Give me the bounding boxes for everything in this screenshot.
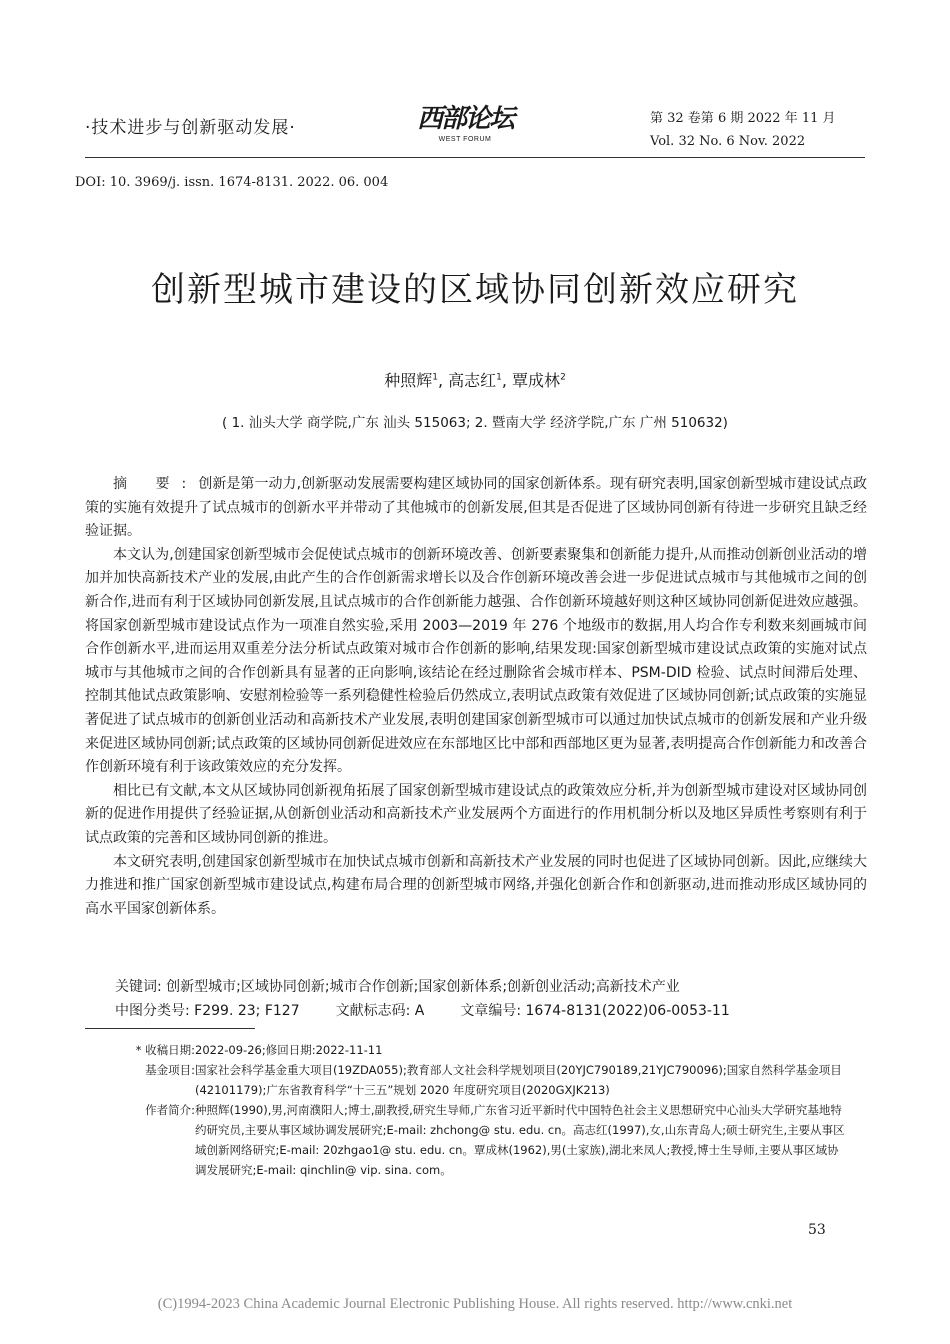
footnote-label: * 收稿日期: (135, 1043, 195, 1057)
footnote-row (85, 1100, 845, 1180)
footnote-rule (85, 1028, 255, 1029)
author-sup: 1 (496, 372, 502, 383)
author-list: 种照辉$^1$, 高志红$^1$, 覃成林$^2$ (384, 371, 566, 390)
doc-code: 文献标志码: A (335, 1003, 425, 1019)
issue-info (650, 107, 836, 153)
footnote-row (85, 1060, 845, 1100)
abstract-paragraph: 摘 要:创新是第一动力,创新驱动发展需要构建区域协同的国家创新体系。现有研究表明,国家创新型城市建设试点政策的实施有效提升了试点城市的创新水平并带动了其他城市的创新发展,但其是否促进了区域协同创新有待进一步研究且缺乏经验证据。 (85, 476, 867, 540)
keywords: 关键词: 创新型城市;区域协同创新;城市合作创新;国家创新体系;创新创业活动;高新技术产业 (115, 979, 680, 995)
clc-number: 中图分类号: F299. 23; F127 (115, 1003, 300, 1019)
footnotes (85, 1040, 845, 1180)
footnote-text: 国家社会科学基金重大项目(19ZDA055);教育部人文社会科学规划项目(20YJC790189,21YJC790096);国家自然科学基金项目(42101179);广东省教育科学“十三五”规划 2020 年度研究项目(2020GXJK213) (195, 1063, 842, 1097)
issue-en: Vol. 32 No. 6 Nov. 2022 (650, 134, 806, 149)
header-rule (85, 157, 865, 158)
abstract-paragraph: 本文认为,创建国家创新型城市会促使试点城市的创新环境改善、创新要素聚集和创新能力提升,从而推动创新创业活动的增加并加快高新技术产业的发展,由此产生的合作创新需求增长以及合作创新环境改善会进一步促进试点城市与其他城市之间的创新合作,进而有利于区域协同创新发展,且试点城市的合作创新能力越强、合作创新环境越好则这种区域协同创新促进效应越强。将国家创新型城市建设试点作为一项准自然实验,采用 2003—2019 年 276 个地级市的数据,用人均合作专利数来刻画城市间合作创新水平,进而运用双重差分法分析试点政策对城市合作创新的影响,结果发现:国家创新型城市建设试点政策的实施对试点城市与其他城市之间的合作创新具有显著的正向影响,该结论在经过删除省会城市样本、PSM-DID 检验、试点时间滞后处理、控制其他试点政策影响、安慰剂检验等一系列稳健性检验后仍然成立,表明试点政策有效促进了区域协同创新;试点政策的实施显著促进了试点城市的创新创业活动和高新技术产业发展,表明创建国家创新型城市可以通过加快试点城市的创新发展和产业升级来促进区域协同创新;试点政策的区域协同创新促进效应在东部地区比中部和西部地区更为显著,表明提高合作创新能力和改善合作创新环境有利于该政策效应的充分发挥。 (85, 546, 867, 776)
author-name: 高志红 (448, 371, 497, 390)
issue-cn: 第 32 卷第 6 期 2022 年 11 月 (650, 111, 836, 126)
author-name: 种照辉 (384, 371, 433, 390)
footnote-label: 作者简介: (145, 1103, 195, 1117)
journal-logo (405, 104, 525, 150)
abstract (85, 473, 867, 921)
abstract-label: 摘 要: (113, 476, 199, 492)
doi: DOI: 10. 3969/j. issn. 1674-8131. 2022. 06. 004 (75, 175, 389, 190)
classification (115, 999, 875, 1023)
keywords-block (115, 975, 875, 1023)
journal-column: ·技术进步与创新驱动发展· (85, 118, 296, 138)
footnote-row (85, 1040, 845, 1060)
footnote-label: 基金项目: (145, 1063, 195, 1077)
logo-en: WEST FORUM (438, 136, 492, 143)
logo-cn: 西部论坛 (416, 104, 513, 134)
author-name: 覃成林 (512, 371, 561, 390)
abstract-paragraph: 本文研究表明,创建国家创新型城市在加快试点城市创新和高新技术产业发展的同时也促进了区域协同创新。因此,应继续大力推进和推广国家创新型城市建设试点,构建布局合理的创新型城市网络,并强化创新合作和创新驱动,进而推动形成区域协同的高水平国家创新体系。 (85, 853, 867, 917)
author-sup: 2 (560, 372, 566, 383)
abstract-paragraph: 相比已有文献,本文从区域协同创新视角拓展了国家创新型城市建设试点的政策效应分析,并为创新型城市建设对区域协同创新的促进作用提供了经验证据,从创新创业活动和高新技术产业发展两个方面进行的作用机制分析以及地区异质性考察则有利于试点政策的完善和区域协同创新的推进。 (85, 782, 867, 846)
article-number: 文章编号: 1674-8131(2022)06-0053-11 (460, 1003, 730, 1019)
copyright-notice: (C)1994-2023 China Academic Journal Electronic Publishing House. All rights reserved. http://www.cnki.net (157, 1296, 793, 1312)
affiliation: ( 1. 汕头大学 商学院,广东 汕头 515063; 2. 暨南大学 经济学院,广东 广州 510632) (222, 415, 728, 431)
page-number: 53 (808, 1222, 826, 1238)
author-sup: 1 (432, 372, 438, 383)
footnote-text: 2022-09-26;修回日期:2022-11-11 (195, 1043, 383, 1057)
page-title: 创新型城市建设的区域协同创新效应研究 (151, 270, 799, 310)
footnote-text: 种照辉(1990),男,河南濮阳人;博士,副教授,研究生导师,广东省习近平新时代中国特色社会主义思想研究中心汕头大学研究基地特约研究员,主要从事区域协调发展研究;E-mail: zhchong@ stu. edu. cn。高志红(1997),女,山东青岛人;硕士研究生,主要从事区域创新网络研究;E-mail: 20zhgao1@ stu. edu. cn。覃成林(1962),男(土家族),湖北来凤人;教授,博士生导师,主要从事区域协调发展研究;E-mail: qinchlin@ vip. sina. com。 (195, 1103, 845, 1177)
